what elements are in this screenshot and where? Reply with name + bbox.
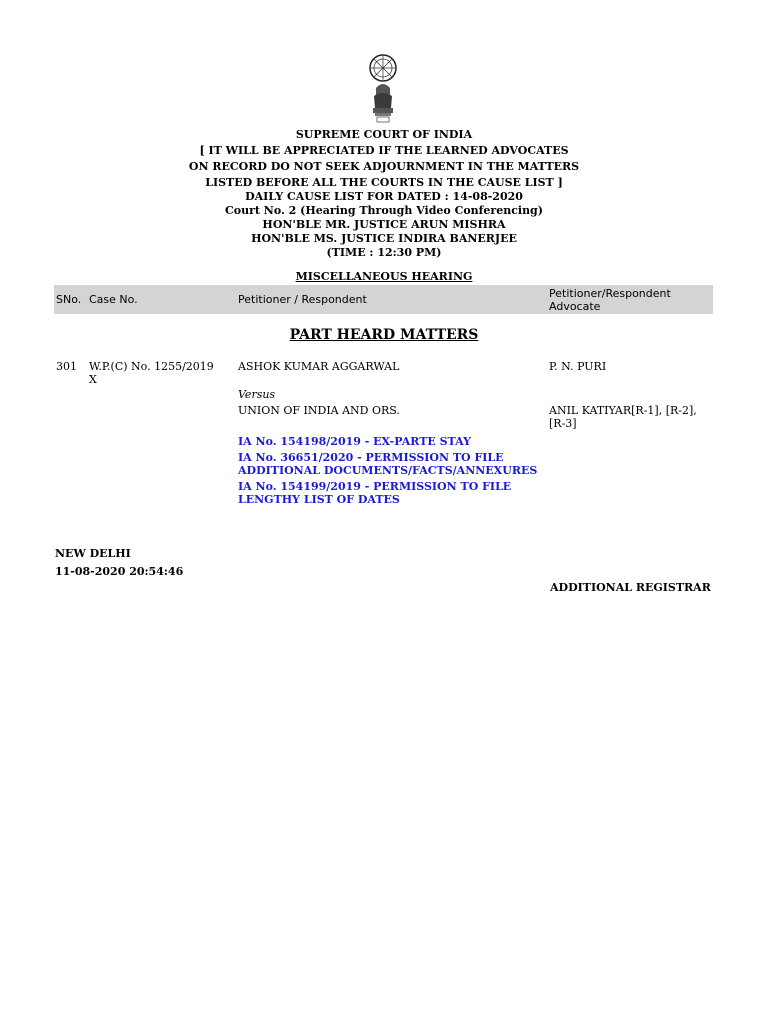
petitioner-name: ASHOK KUMAR AGGARWAL <box>238 360 400 373</box>
notice-line-1: [ IT WILL BE APPRECIATED IF THE LEARNED ADVOCATES <box>199 144 569 157</box>
ia-line-2: IA No. 36651/2020 - PERMISSION TO FILE <box>238 451 504 464</box>
footer-signatory: ADDITIONAL REGISTRAR <box>550 581 711 594</box>
serial-number: 301 <box>56 360 77 373</box>
col-advocate-line-2: Advocate <box>549 300 601 313</box>
court-name: SUPREME COURT OF INDIA <box>295 128 473 141</box>
ia-line-5: LENGTHY LIST OF DATES <box>238 493 400 506</box>
col-case-no: Case No. <box>89 293 138 306</box>
ia-line-4: IA No. 154199/2019 - PERMISSION TO FILE <box>238 480 512 493</box>
part-title: PART HEARD MATTERS <box>289 327 479 343</box>
petitioner-advocate: P. N. PURI <box>549 360 607 373</box>
case-number-suffix: X <box>89 373 97 386</box>
col-advocate-line-1: Petitioner/Respondent <box>549 287 671 300</box>
respondent-advocate-line-2: [R-3] <box>549 417 577 430</box>
cause-list-date: DAILY CAUSE LIST FOR DATED : 14-08-2020 <box>245 190 523 203</box>
footer-place: NEW DELHI <box>55 547 131 560</box>
ia-line-1: IA No. 154198/2019 - EX-PARTE STAY <box>238 435 471 448</box>
ia-line-3: ADDITIONAL DOCUMENTS/FACTS/ANNEXURES <box>238 464 538 477</box>
hearing-time: (TIME : 12:30 PM) <box>326 246 442 259</box>
table-header <box>54 285 713 314</box>
col-sno: SNo. <box>56 293 82 306</box>
court-number: Court No. 2 (Hearing Through Video Conferencing) <box>225 204 543 217</box>
respondent-name: UNION OF INDIA AND ORS. <box>238 404 400 417</box>
header-block <box>0 128 768 260</box>
versus-label: Versus <box>238 388 276 401</box>
judge-1: HON'BLE MR. JUSTICE ARUN MISHRA <box>262 218 506 231</box>
respondent-advocate-line-1: ANIL KATIYAR[R-1], [R-2], <box>549 404 697 417</box>
notice-line-3: LISTED BEFORE ALL THE COURTS IN THE CAUSE LIST ] <box>205 176 563 189</box>
case-number: W.P.(C) No. 1255/2019 <box>89 360 214 373</box>
section-title: MISCELLANEOUS HEARING <box>295 270 473 283</box>
national-emblem-icon <box>366 52 400 126</box>
footer-timestamp: 11-08-2020 20:54:46 <box>55 565 184 578</box>
notice-line-2: ON RECORD DO NOT SEEK ADJOURNMENT IN THE MATTERS <box>188 160 580 173</box>
judge-2: HON'BLE MS. JUSTICE INDIRA BANERJEE <box>251 232 517 245</box>
col-party: Petitioner / Respondent <box>238 293 367 306</box>
